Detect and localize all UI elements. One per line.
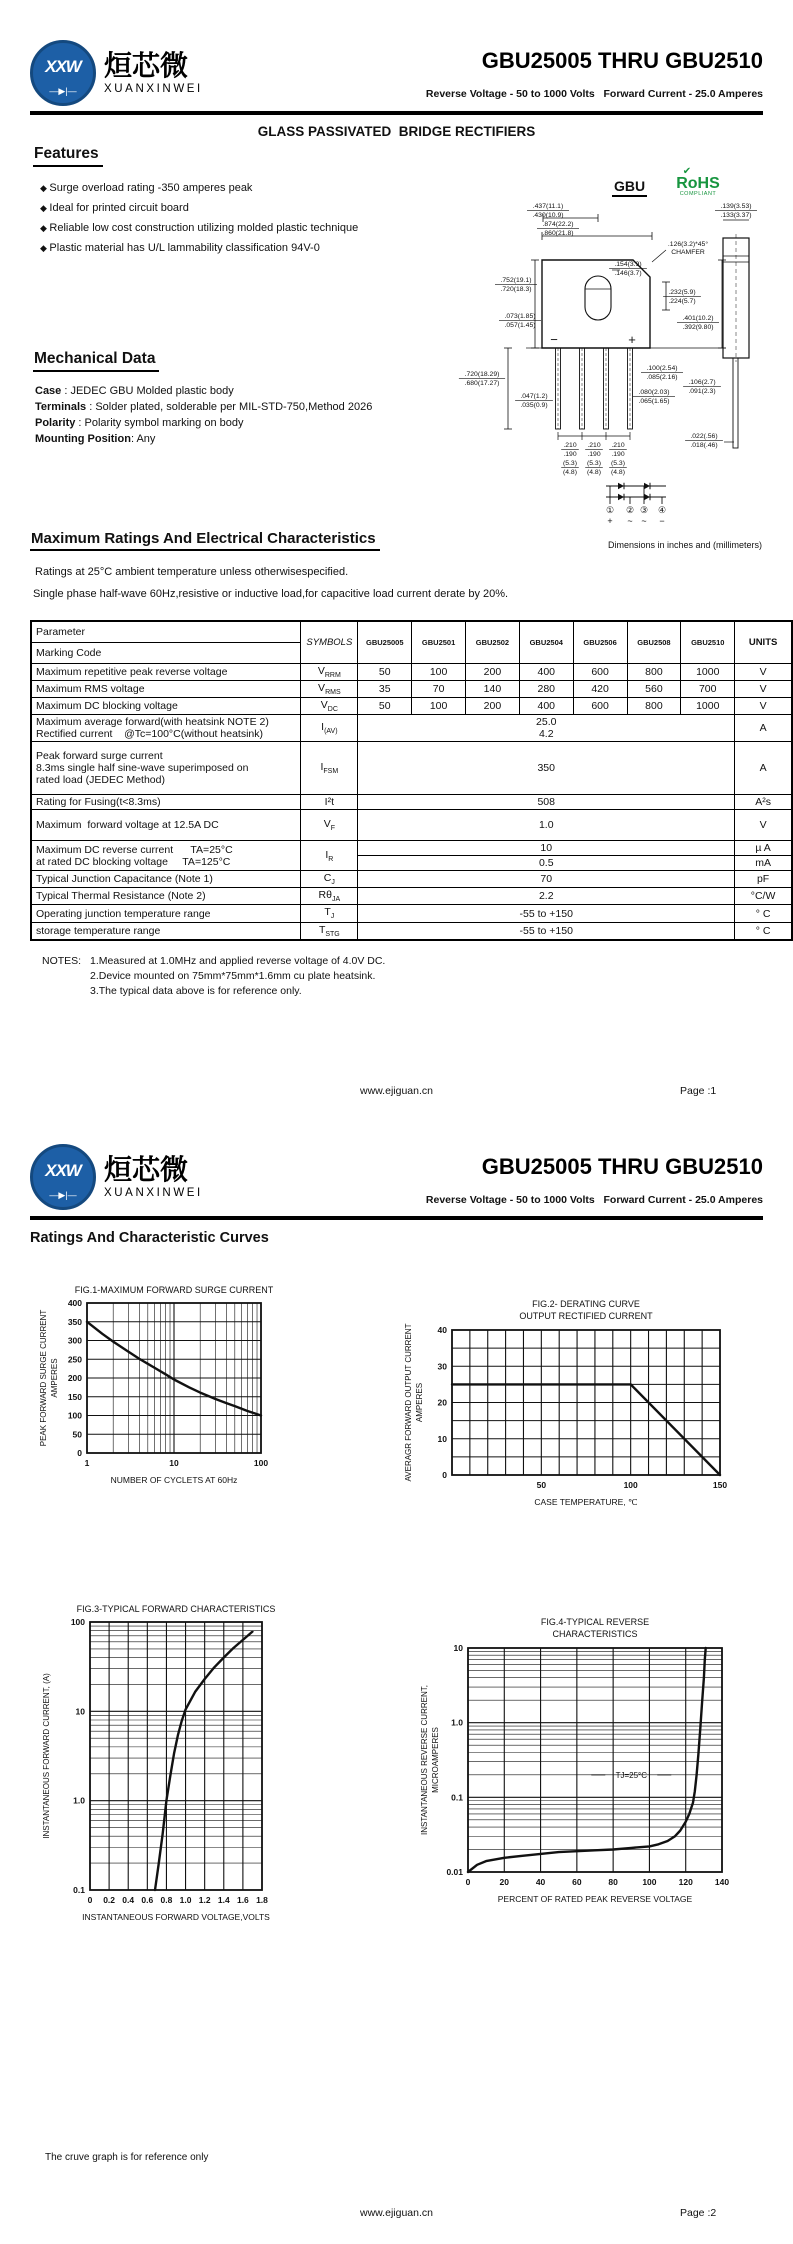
- svg-text:.154(3.9): .154(3.9): [614, 261, 642, 268]
- svg-text:150: 150: [67, 1391, 82, 1402]
- svg-text:FIG.4-TYPICAL REVERSE: FIG.4-TYPICAL REVERSE: [540, 1617, 650, 1627]
- svg-text:60: 60: [572, 1877, 582, 1887]
- svg-text:0: 0: [77, 1448, 82, 1458]
- svg-text:300: 300: [67, 1335, 82, 1346]
- svg-text:②: ②: [625, 505, 635, 515]
- svg-text:.080(2.03): .080(2.03): [638, 389, 670, 396]
- svg-text:200: 200: [67, 1373, 82, 1383]
- company-name-en: XUANXINWEI: [104, 83, 203, 96]
- rohs-logo: [663, 168, 733, 198]
- curves-heading: Ratings And Characteristic Curves: [30, 1230, 269, 1246]
- svg-text:FIG.2- DERATING CURVE: FIG.2- DERATING CURVE: [532, 1299, 640, 1309]
- svg-text:1.2: 1.2: [198, 1895, 211, 1905]
- svg-text:.057(1.45): .057(1.45): [504, 322, 536, 329]
- svg-text:.680(17.27): .680(17.27): [464, 380, 500, 387]
- svg-text:0.4: 0.4: [122, 1895, 135, 1905]
- svg-text:.091(2.3): .091(2.3): [688, 388, 716, 395]
- svg-text:0.1: 0.1: [73, 1885, 85, 1895]
- logo-xxw-text: XXW: [45, 1161, 81, 1180]
- svg-text:0: 0: [442, 1470, 447, 1480]
- footer-url: www.ejiguan.cn: [360, 2207, 433, 2219]
- package-name-label: GBU: [612, 178, 647, 197]
- svg-text:−: −: [659, 516, 665, 526]
- mechanical-data-block: [35, 385, 465, 449]
- rohs-compliant-text: COMPLIANT: [679, 191, 717, 197]
- svg-text:~: ~: [627, 516, 633, 526]
- svg-text:250: 250: [67, 1354, 82, 1365]
- svg-text:1.0: 1.0: [451, 1717, 463, 1728]
- notes-label: NOTES:: [42, 955, 82, 967]
- svg-text:③: ③: [639, 505, 649, 515]
- svg-text:10: 10: [75, 1706, 85, 1717]
- fig3-forward-characteristics-chart: [38, 1599, 276, 1932]
- feature-item: ◆ Plastic material has U/L lammability classification 94V-0: [40, 242, 400, 254]
- svg-text:1.4: 1.4: [217, 1895, 230, 1905]
- page-2: [0, 1122, 793, 2244]
- svg-text:1: 1: [84, 1458, 90, 1468]
- company-logo: [30, 1144, 203, 1210]
- svg-text:MICROAMPERES: MICROAMPERES: [431, 1727, 440, 1793]
- ratings-heading: Maximum Ratings And Electrical Characteristics: [30, 530, 380, 551]
- table-row: Parameter SYMBOLS GBU25005 GBU2501 GBU2502 GBU2504 GBU2506 GBU2508 GBU2510 UNITS: [31, 621, 792, 643]
- footer-page-number: Page :1: [680, 1085, 717, 1097]
- svg-text:.022(.56): .022(.56): [690, 433, 718, 440]
- svg-text:.190: .190: [611, 451, 625, 458]
- rohs-text: RoHS: [676, 175, 720, 192]
- svg-text:CASE TEMPERATURE, ℃: CASE TEMPERATURE, ℃: [534, 1497, 638, 1507]
- fig2-derating-curve-chart: [400, 1294, 734, 1517]
- feature-item: ◆ Surge overload rating -350 amperes peak: [40, 182, 400, 194]
- svg-text:.720(18.3): .720(18.3): [500, 286, 532, 293]
- svg-text:.073(1.85): .073(1.85): [504, 313, 536, 320]
- svg-text:0.2: 0.2: [103, 1895, 116, 1905]
- fig1-forward-surge-current-chart: [35, 1280, 275, 1495]
- mech-polarity-line: Polarity : Polarity symbol marking on body: [35, 417, 244, 429]
- svg-text:.752(19.1): .752(19.1): [500, 277, 532, 284]
- svg-text:①: ①: [605, 505, 615, 515]
- svg-text:0: 0: [465, 1877, 471, 1887]
- svg-text:CHARACTERISTICS: CHARACTERISTICS: [552, 1629, 638, 1639]
- svg-text:0.8: 0.8: [160, 1895, 173, 1905]
- dimensions-note: Dimensions in inches and (millimeters): [608, 540, 763, 550]
- ratings-subtitle: Reverse Voltage - 50 to 1000 Volts Forward Current - 25.0 Amperes: [425, 88, 763, 100]
- ratings-condition-1: Ratings at 25°C ambient temperature unless otherwisespecified.: [35, 566, 349, 578]
- part-number-title: GBU25005 THRU GBU2510: [481, 1154, 763, 1179]
- svg-text:.100(2.54): .100(2.54): [646, 365, 678, 372]
- svg-text:140: 140: [714, 1877, 730, 1887]
- svg-text:150: 150: [712, 1480, 728, 1490]
- svg-text:.430(10.9): .430(10.9): [532, 212, 564, 219]
- package-outline-drawing: [330, 198, 793, 530]
- svg-text:AMPERES: AMPERES: [50, 1358, 59, 1398]
- svg-text:.874(22.2): .874(22.2): [542, 221, 574, 228]
- svg-text:10: 10: [437, 1433, 447, 1444]
- mech-terminals-line: Terminals : Solder plated, solderable per MIL-STD-750,Method 2026: [35, 401, 373, 413]
- svg-text:.232(5.9): .232(5.9): [668, 289, 696, 296]
- svg-text:.720(18.29): .720(18.29): [464, 371, 500, 378]
- svg-text:.210: .210: [587, 442, 601, 449]
- notes-block: [42, 955, 385, 1000]
- svg-text:.190: .190: [587, 451, 601, 458]
- svg-text:(4.8): (4.8): [587, 469, 601, 476]
- svg-text:.018(.46): .018(.46): [690, 442, 718, 449]
- svg-text:(5.3): (5.3): [587, 460, 601, 467]
- svg-text:400: 400: [67, 1298, 82, 1308]
- svg-text:INSTANTANEOUS REVERSE CURRENT: INSTANTANEOUS REVERSE CURRENT,: [420, 1685, 429, 1835]
- svg-text:+: +: [607, 516, 613, 526]
- table-row: Rating for Fusing(t<8.3ms) I²t 508 A²s: [31, 795, 792, 810]
- fig4-reverse-characteristics-chart: [416, 1612, 736, 1914]
- company-logo: [30, 40, 203, 106]
- svg-text:NUMBER OF CYCLETS AT 60Hz: NUMBER OF CYCLETS AT 60Hz: [110, 1475, 238, 1485]
- table-row: Maximum RMS voltage $V_{RMS}$ 35 70 140 280 420 560 700 V: [31, 681, 792, 698]
- svg-text:100: 100: [623, 1480, 638, 1490]
- svg-text:1.0: 1.0: [179, 1895, 192, 1905]
- svg-text:CHAMFER: CHAMFER: [671, 249, 705, 256]
- svg-text:350: 350: [67, 1316, 82, 1327]
- svg-text:(4.8): (4.8): [563, 469, 577, 476]
- ratings-subtitle: Reverse Voltage - 50 to 1000 Volts Forward Current - 25.0 Amperes: [425, 1194, 763, 1206]
- svg-text:100: 100: [253, 1458, 269, 1468]
- svg-text:.190: .190: [563, 451, 577, 458]
- company-name-cn: 烜芯微: [104, 49, 189, 81]
- note-item: 3.The typical data above is for reference only.: [90, 985, 302, 997]
- svg-text:INSTANTANEOUS FORWARD VOLTAGE,: INSTANTANEOUS FORWARD VOLTAGE,VOLTS: [82, 1912, 270, 1922]
- svg-text:1.8: 1.8: [256, 1895, 268, 1905]
- svg-text:.146(3.7): .146(3.7): [614, 270, 642, 277]
- svg-text:.035(0.9): .035(0.9): [520, 402, 548, 409]
- svg-text:40: 40: [535, 1877, 546, 1887]
- svg-text:.224(5.7): .224(5.7): [668, 298, 696, 305]
- svg-text:.106(2.7): .106(2.7): [688, 379, 716, 386]
- svg-text:FIG.3-TYPICAL FORWARD CHARACTE: FIG.3-TYPICAL FORWARD CHARACTERISTICS: [76, 1604, 276, 1614]
- logo-mark: [30, 1144, 96, 1210]
- svg-text:100: 100: [642, 1877, 657, 1887]
- svg-text:INSTANTANEOUS FORWARD CURRENT,: INSTANTANEOUS FORWARD CURRENT, (A): [42, 1673, 51, 1839]
- svg-text:TJ=25°C: TJ=25°C: [615, 1770, 648, 1780]
- svg-text:20: 20: [437, 1397, 447, 1408]
- feature-item: ◆ Reliable low cost construction utilizing molded plastic technique: [40, 222, 400, 234]
- svg-text:20: 20: [499, 1877, 510, 1887]
- svg-text:AVERAGR FORWARD OUTPUT CURRENT: AVERAGR FORWARD OUTPUT CURRENT: [404, 1323, 413, 1482]
- svg-text:.133(3.37): .133(3.37): [720, 212, 752, 219]
- svg-text:50: 50: [536, 1480, 547, 1490]
- svg-text:FIG.1-MAXIMUM FORWARD SURGE CU: FIG.1-MAXIMUM FORWARD SURGE CURRENT: [74, 1285, 274, 1295]
- ratings-table: [30, 620, 793, 941]
- svg-text:AMPERES: AMPERES: [415, 1382, 424, 1423]
- svg-text:.392(9.80): .392(9.80): [682, 324, 714, 331]
- svg-text:50: 50: [72, 1429, 82, 1440]
- svg-text:10: 10: [169, 1458, 179, 1468]
- svg-text:~: ~: [641, 516, 647, 526]
- svg-text:.437(11.1): .437(11.1): [532, 203, 564, 210]
- footer-page-number: Page :2: [680, 2207, 717, 2219]
- svg-text:.139(3.53): .139(3.53): [720, 203, 752, 210]
- curve-reference-note: The cruve graph is for reference only: [45, 2152, 209, 2163]
- logo-mark: [30, 40, 96, 106]
- svg-text:0: 0: [87, 1895, 93, 1905]
- svg-text:.085(2.16): .085(2.16): [646, 374, 678, 381]
- svg-text:1.6: 1.6: [236, 1895, 249, 1905]
- svg-text:+: +: [628, 332, 636, 347]
- table-row: Maximum forward voltage at 12.5A DC $V_F$ 1.0 V: [31, 810, 792, 841]
- logo-diode-icon: —▶|—: [49, 1190, 77, 1200]
- svg-text:PEAK FORWARD SURGE CURRENT: PEAK FORWARD SURGE CURRENT: [39, 1309, 48, 1447]
- header-rule: [30, 111, 763, 115]
- company-name-cn: 烜芯微: [104, 1153, 189, 1185]
- part-number-title: GBU25005 THRU GBU2510: [481, 48, 763, 73]
- mech-case-line: Case : JEDEC GBU Molded plastic body: [35, 385, 234, 397]
- table-row: Operating junction temperature range $T_J$ -55 to +150 ° C: [31, 905, 792, 922]
- table-row: Typical Junction Capacitance (Note 1) $C_J$ 70 pF: [31, 871, 792, 888]
- company-name-en: XUANXINWEI: [104, 1187, 203, 1200]
- mech-mounting-line: Mounting Position: Any: [35, 433, 156, 445]
- svg-text:PERCENT OF RATED PEAK REVERSE: PERCENT OF RATED PEAK REVERSE VOLTAGE: [497, 1894, 693, 1904]
- svg-text:0.6: 0.6: [141, 1895, 154, 1905]
- logo-diode-icon: —▶|—: [49, 86, 77, 96]
- svg-text:40: 40: [437, 1325, 447, 1335]
- svg-text:1.0: 1.0: [73, 1795, 85, 1806]
- svg-text:④: ④: [657, 505, 667, 515]
- svg-text:100: 100: [67, 1410, 82, 1421]
- svg-text:.047(1.2): .047(1.2): [520, 393, 548, 400]
- svg-text:(4.8): (4.8): [611, 469, 625, 476]
- svg-text:0.01: 0.01: [446, 1867, 463, 1877]
- rohs-check-icon: ✔: [682, 166, 692, 177]
- note-item: 1.Measured at 1.0MHz and applied reverse voltage of 4.0V DC.: [90, 955, 386, 967]
- svg-text:120: 120: [678, 1877, 693, 1887]
- ratings-condition-2: Single phase half-wave 60Hz,resistive or inductive load,for capacitive load current derate by 20%.: [33, 588, 509, 600]
- svg-text:OUTPUT RECTIFIED CURRENT: OUTPUT RECTIFIED CURRENT: [519, 1311, 653, 1321]
- header-rule: [30, 1216, 763, 1220]
- svg-text:.210: .210: [611, 442, 625, 449]
- footer-url: www.ejiguan.cn: [360, 1085, 433, 1097]
- table-row: storage temperature range $T_{STG}$ -55 to +150 ° C: [31, 922, 792, 940]
- note-item: 2.Device mounted on 75mm*75mm*1.6mm cu plate heatsink.: [90, 970, 376, 982]
- product-heading: GLASS PASSIVATED BRIDGE RECTIFIERS: [257, 124, 536, 139]
- table-row: Peak forward surge current 8.3ms single half sine-wave superimposed on rated load (JEDEC Method) $I_{FSM}$ 350 A: [31, 742, 792, 795]
- table-row: Maximum repetitive peak reverse voltage $V_{RRM}$ 50 100 200 400 600 800 1000 V: [31, 664, 792, 681]
- svg-text:80: 80: [608, 1877, 618, 1887]
- mechanical-data-heading: Mechanical Data: [33, 350, 159, 372]
- svg-text:0.1: 0.1: [451, 1792, 463, 1803]
- table-row: 0.5 mA: [31, 856, 792, 871]
- table-row: Maximum average forward(with heatsink NOTE 2) Rectified current @Tc=100°C(without heatsink) $I_{(AV)}$ 25.0 4.2 A: [31, 715, 792, 742]
- table-row: Maximum DC reverse current TA=25°C at rated DC blocking voltage TA=125°C $I_R$ 10 µ A: [31, 841, 792, 856]
- svg-text:.126(3.2)*45°: .126(3.2)*45°: [667, 241, 709, 248]
- svg-text:(5.3): (5.3): [563, 460, 577, 467]
- svg-text:.065(1.65): .065(1.65): [638, 398, 670, 405]
- logo-xxw-text: XXW: [45, 57, 81, 76]
- table-row: Marking Code: [31, 643, 792, 664]
- svg-text:−: −: [550, 332, 558, 347]
- svg-text:.401(10.2): .401(10.2): [682, 315, 714, 322]
- table-row: Maximum DC blocking voltage $V_{DC}$ 50 100 200 400 600 800 1000 V: [31, 698, 792, 715]
- features-heading: Features: [33, 145, 103, 167]
- svg-text:30: 30: [437, 1361, 447, 1372]
- svg-text:10: 10: [453, 1643, 463, 1653]
- svg-text:.860(21.8): .860(21.8): [542, 230, 574, 237]
- svg-text:100: 100: [70, 1617, 85, 1627]
- svg-text:.210: .210: [563, 442, 577, 449]
- svg-text:(5.3): (5.3): [611, 460, 625, 467]
- feature-item: ◆ Ideal for printed circuit board: [40, 202, 400, 214]
- table-row: Typical Thermal Resistance (Note 2) $R\theta_{JA}$ 2.2 °C/W: [31, 888, 792, 905]
